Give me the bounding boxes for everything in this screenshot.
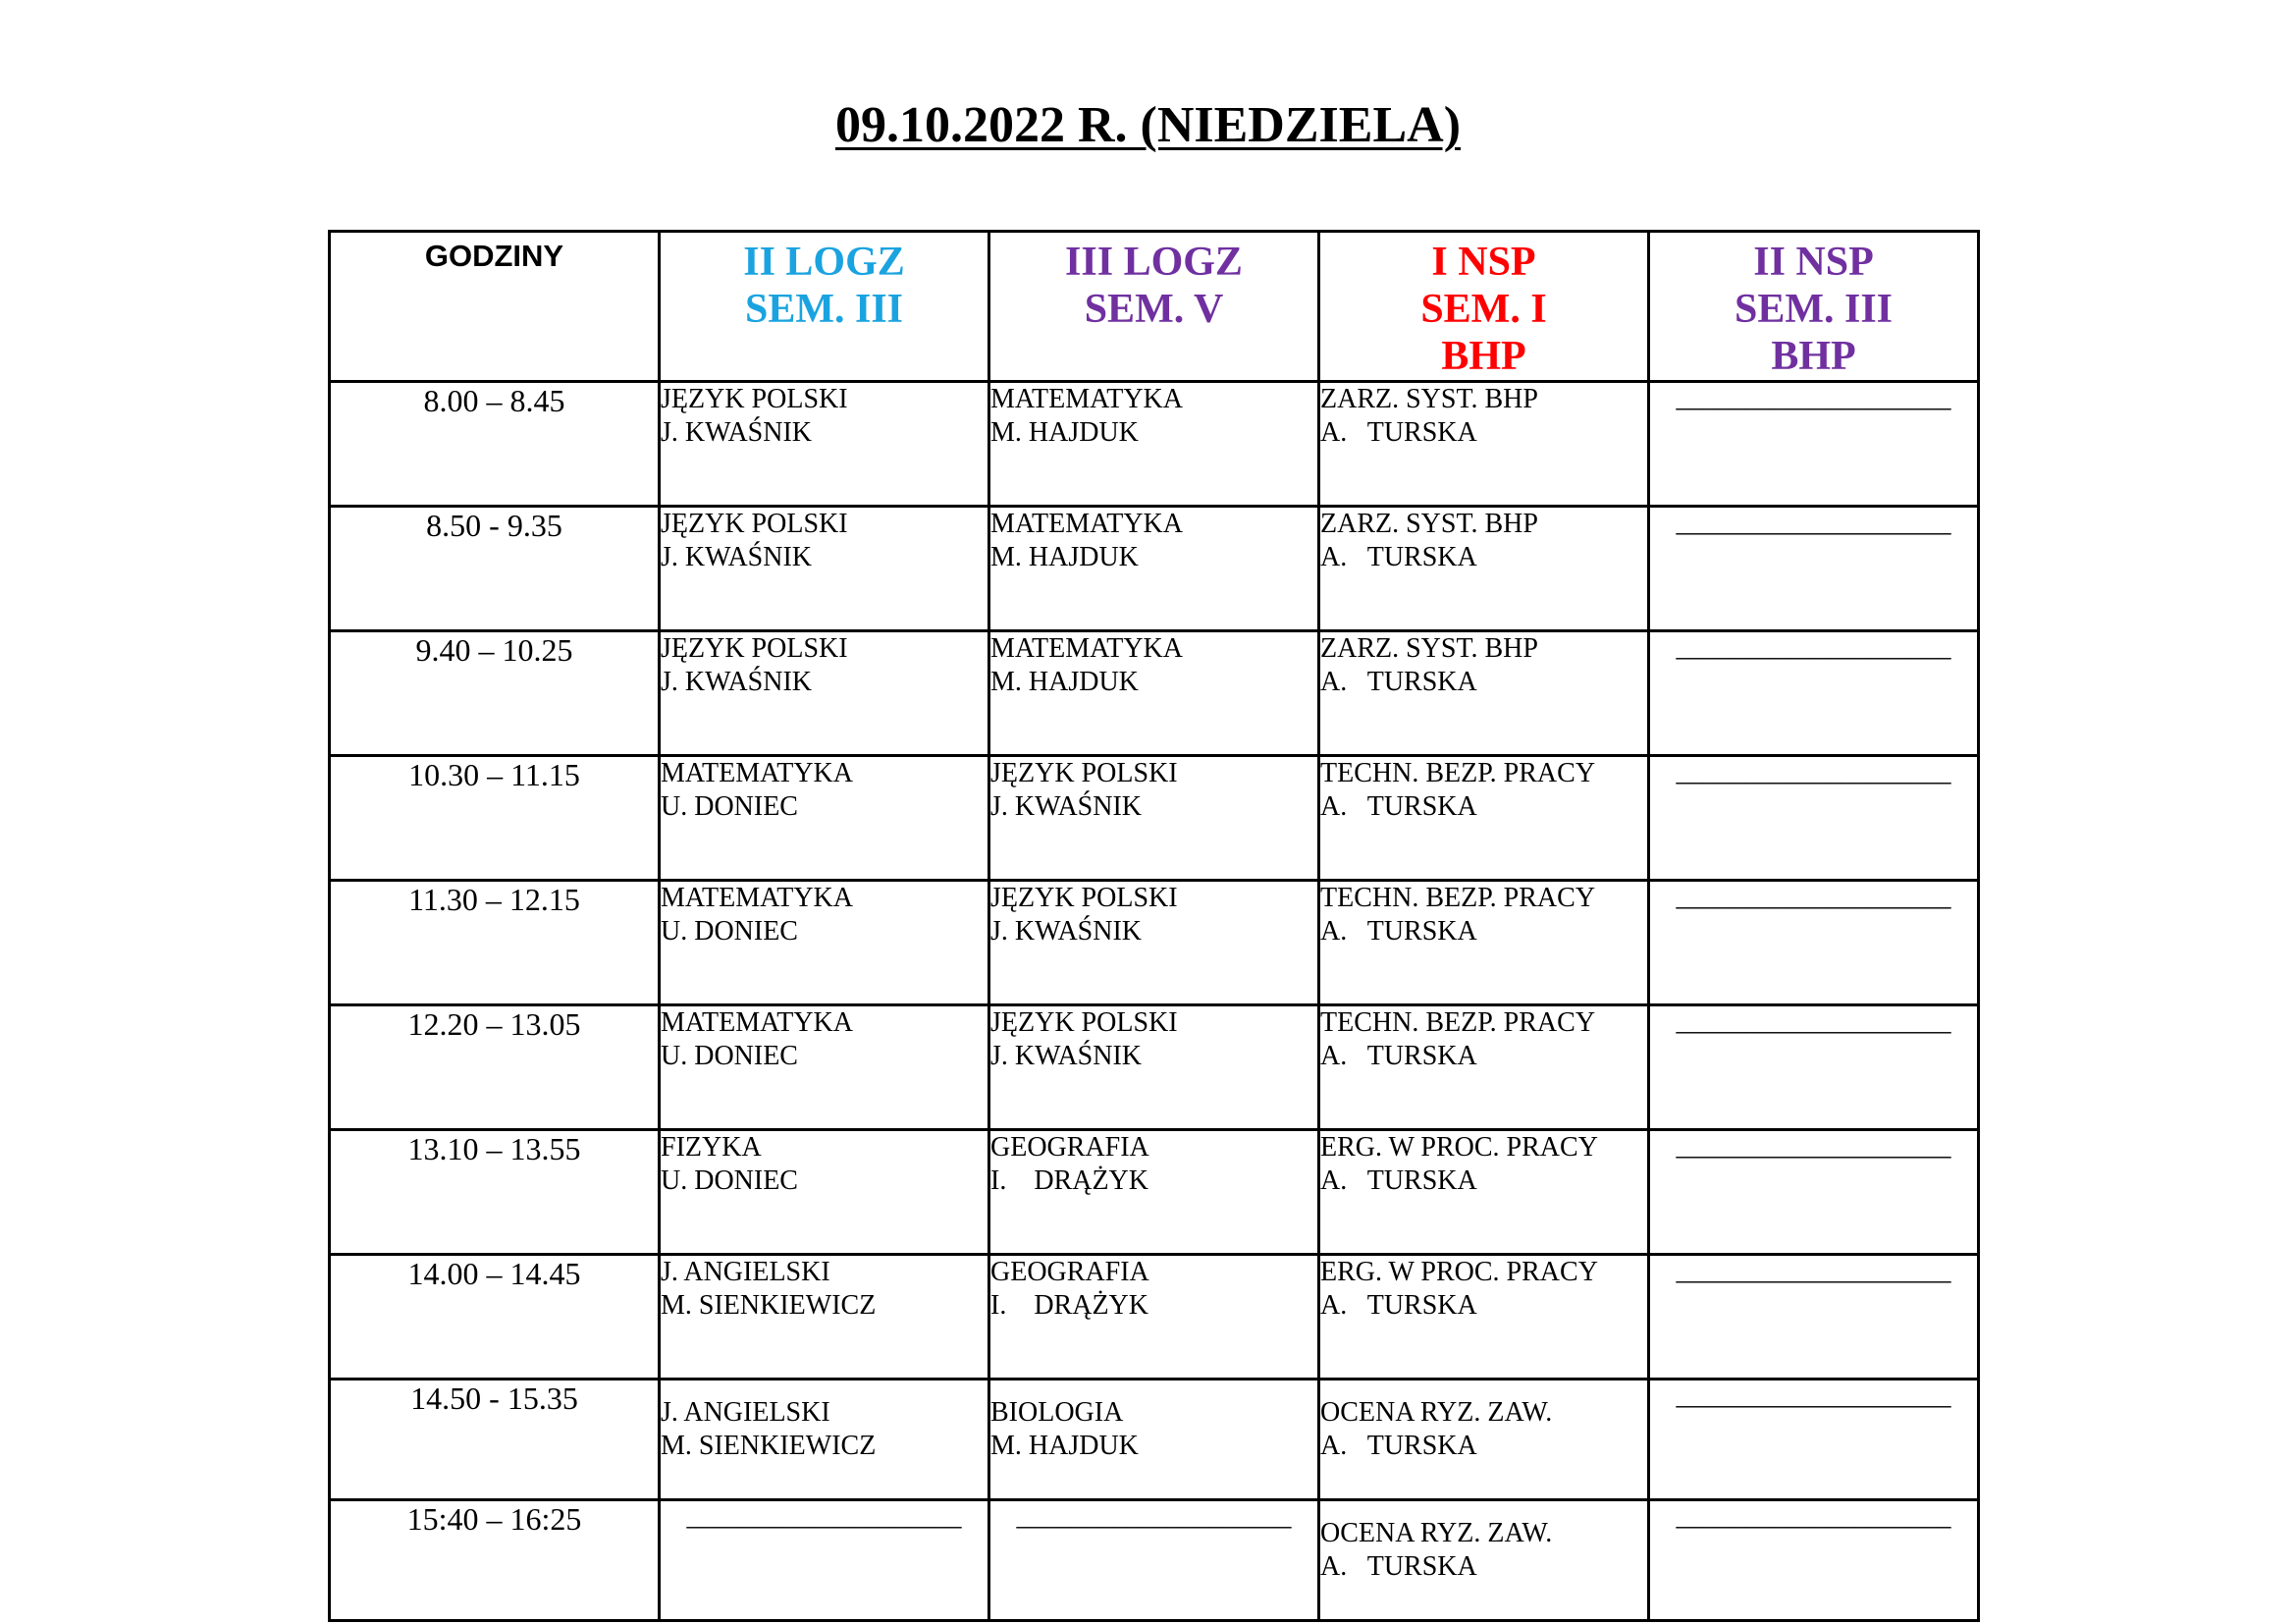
empty-mark: ____________________ <box>1676 383 1951 413</box>
empty-cell <box>1649 631 1979 756</box>
empty-cell <box>1649 881 1979 1005</box>
schedule-row <box>330 756 1979 881</box>
subject: BIOLOGIA <box>990 1397 1124 1428</box>
empty-cell <box>1649 756 1979 881</box>
subject: JĘZYK POLSKI <box>661 509 848 539</box>
schedule-row <box>330 881 1979 1005</box>
class-cell <box>660 507 989 631</box>
subject: OCENA RYZ. ZAW. <box>1320 1397 1553 1428</box>
subject: MATEMATYKA <box>661 883 853 913</box>
empty-mark: ____________________ <box>1676 1131 1951 1162</box>
class-cell <box>989 881 1319 1005</box>
teacher: I. DRĄŻYK <box>990 1290 1148 1321</box>
group-header-line: BHP <box>1771 334 1856 379</box>
group-header-label <box>990 233 1317 333</box>
subject: J. ANGIELSKI <box>661 1397 830 1428</box>
teacher: U. DONIEC <box>661 791 798 822</box>
subject: MATEMATYKA <box>990 633 1183 664</box>
teacher: A. TURSKA <box>1320 1551 1477 1582</box>
teacher: M. HAJDUK <box>990 1431 1139 1461</box>
time-slot: 10.30 – 11.15 <box>330 756 660 881</box>
class-cell <box>1319 756 1649 881</box>
teacher: A. TURSKA <box>1320 667 1477 697</box>
teacher: A. TURSKA <box>1320 1041 1477 1071</box>
subject: GEOGRAFIA <box>990 1132 1149 1163</box>
time-slot: 12.20 – 13.05 <box>330 1005 660 1130</box>
group-header-line: SEM. V <box>1084 287 1224 332</box>
group-header <box>1319 232 1649 382</box>
empty-cell <box>1649 507 1979 631</box>
empty-mark: ____________________ <box>1676 757 1951 787</box>
time-slot: 8.50 - 9.35 <box>330 507 660 631</box>
class-cell <box>989 382 1319 507</box>
teacher: J. KWAŚNIK <box>990 916 1142 947</box>
empty-cell <box>660 1500 989 1621</box>
class-cell <box>660 1130 989 1255</box>
group-header-label <box>661 233 988 333</box>
teacher: U. DONIEC <box>661 916 798 947</box>
empty-cell <box>1649 1005 1979 1130</box>
subject: MATEMATYKA <box>661 1007 853 1038</box>
class-cell <box>660 382 989 507</box>
class-cell <box>1319 1130 1649 1255</box>
teacher: M. HAJDUK <box>990 542 1139 572</box>
subject: MATEMATYKA <box>990 384 1183 414</box>
group-header-line: SEM. III <box>744 287 904 332</box>
empty-mark: ____________________ <box>1676 632 1951 663</box>
group-header <box>989 232 1319 382</box>
class-cell <box>660 631 989 756</box>
subject: JĘZYK POLSKI <box>661 384 848 414</box>
subject: ZARZ. SYST. BHP <box>1320 633 1538 664</box>
schedule-row <box>330 1500 1979 1621</box>
hours-header-label: GODZINY <box>424 239 564 273</box>
hours-header <box>330 232 660 382</box>
group-header-line: III LOGZ <box>1065 240 1243 285</box>
subject: ZARZ. SYST. BHP <box>1320 509 1538 539</box>
empty-mark: ____________________ <box>1676 1501 1951 1532</box>
teacher: M. HAJDUK <box>990 667 1139 697</box>
teacher: A. TURSKA <box>1320 1290 1477 1321</box>
group-header-line: SEM. III <box>1734 287 1894 332</box>
empty-mark: ____________________ <box>1676 882 1951 912</box>
subject: JĘZYK POLSKI <box>990 883 1178 913</box>
time-slot: 14.50 - 15.35 <box>330 1380 660 1500</box>
subject: OCENA RYZ. ZAW. <box>1320 1518 1553 1548</box>
teacher: J. KWAŚNIK <box>661 667 812 697</box>
subject: JĘZYK POLSKI <box>990 758 1178 788</box>
subject: JĘZYK POLSKI <box>990 1007 1178 1038</box>
schedule-row <box>330 1255 1979 1380</box>
class-cell <box>989 1130 1319 1255</box>
subject: JĘZYK POLSKI <box>661 633 848 664</box>
class-cell <box>660 1005 989 1130</box>
class-cell <box>989 507 1319 631</box>
group-header-label <box>1320 233 1647 380</box>
teacher: J. KWAŚNIK <box>661 417 812 448</box>
subject: MATEMATYKA <box>661 758 853 788</box>
schedule-row <box>330 382 1979 507</box>
time-slot: 8.00 – 8.45 <box>330 382 660 507</box>
time-slot: 15:40 – 16:25 <box>330 1500 660 1621</box>
subject: TECHN. BEZP. PRACY <box>1320 883 1596 913</box>
empty-mark: ____________________ <box>1676 1380 1951 1411</box>
schedule-row <box>330 507 1979 631</box>
subject: TECHN. BEZP. PRACY <box>1320 1007 1596 1038</box>
schedule-row <box>330 631 1979 756</box>
subject: TECHN. BEZP. PRACY <box>1320 758 1596 788</box>
empty-cell <box>989 1500 1319 1621</box>
class-cell <box>660 881 989 1005</box>
subject: J. ANGIELSKI <box>661 1257 830 1287</box>
teacher: A. TURSKA <box>1320 417 1477 448</box>
teacher: J. KWAŚNIK <box>661 542 812 572</box>
time-slot: 13.10 – 13.55 <box>330 1130 660 1255</box>
group-header-line: II LOGZ <box>743 240 905 285</box>
subject: MATEMATYKA <box>990 509 1183 539</box>
teacher: J. KWAŚNIK <box>990 1041 1142 1071</box>
group-header <box>660 232 989 382</box>
time-slot: 14.00 – 14.45 <box>330 1255 660 1380</box>
schedule-table <box>328 230 1980 1622</box>
empty-cell <box>1649 382 1979 507</box>
class-cell <box>1319 1380 1649 1500</box>
schedule-body <box>330 382 1979 1621</box>
empty-mark: ____________________ <box>1676 1006 1951 1037</box>
class-cell <box>1319 881 1649 1005</box>
empty-mark: ____________________ <box>1676 508 1951 538</box>
group-header-line: SEM. I <box>1420 287 1547 332</box>
time-slot: 11.30 – 12.15 <box>330 881 660 1005</box>
subject: GEOGRAFIA <box>990 1257 1149 1287</box>
empty-cell <box>1649 1255 1979 1380</box>
header-row <box>330 232 1979 382</box>
class-cell <box>660 1380 989 1500</box>
teacher: M. SIENKIEWICZ <box>661 1290 877 1321</box>
group-header-line: II NSP <box>1753 240 1874 285</box>
group-header-line: BHP <box>1441 334 1526 379</box>
teacher: A. TURSKA <box>1320 791 1477 822</box>
subject: FIZYKA <box>661 1132 762 1163</box>
class-cell <box>989 631 1319 756</box>
teacher: I. DRĄŻYK <box>990 1165 1148 1196</box>
class-cell <box>989 756 1319 881</box>
group-header <box>1649 232 1979 382</box>
schedule-row <box>330 1130 1979 1255</box>
empty-cell <box>1649 1500 1979 1621</box>
group-header-label <box>1650 233 1977 380</box>
class-cell <box>660 756 989 881</box>
teacher: M. SIENKIEWICZ <box>661 1431 877 1461</box>
teacher: J. KWAŚNIK <box>990 791 1142 822</box>
teacher: A. TURSKA <box>1320 916 1477 947</box>
class-cell <box>660 1255 989 1380</box>
subject: ERG. W PROC. PRACY <box>1320 1257 1598 1287</box>
class-cell <box>1319 507 1649 631</box>
empty-mark: ____________________ <box>1016 1501 1292 1532</box>
class-cell <box>1319 1005 1649 1130</box>
teacher: U. DONIEC <box>661 1041 798 1071</box>
schedule-row <box>330 1380 1979 1500</box>
class-cell <box>1319 1255 1649 1380</box>
class-cell <box>989 1380 1319 1500</box>
teacher: A. TURSKA <box>1320 1431 1477 1461</box>
teacher: A. TURSKA <box>1320 542 1477 572</box>
teacher: A. TURSKA <box>1320 1165 1477 1196</box>
class-cell <box>989 1005 1319 1130</box>
teacher: U. DONIEC <box>661 1165 798 1196</box>
class-cell <box>1319 631 1649 756</box>
empty-mark: ____________________ <box>1676 1256 1951 1286</box>
subject: ZARZ. SYST. BHP <box>1320 384 1538 414</box>
empty-mark: ____________________ <box>686 1501 962 1532</box>
class-cell <box>989 1255 1319 1380</box>
class-cell <box>1319 382 1649 507</box>
class-cell <box>1319 1500 1649 1621</box>
empty-cell <box>1649 1130 1979 1255</box>
page-title: 09.10.2022 R. (NIEDZIELA) <box>834 97 1462 153</box>
subject: ERG. W PROC. PRACY <box>1320 1132 1598 1163</box>
time-slot: 9.40 – 10.25 <box>330 631 660 756</box>
schedule-row <box>330 1005 1979 1130</box>
teacher: M. HAJDUK <box>990 417 1139 448</box>
empty-cell <box>1649 1380 1979 1500</box>
group-header-line: I NSP <box>1431 240 1536 285</box>
